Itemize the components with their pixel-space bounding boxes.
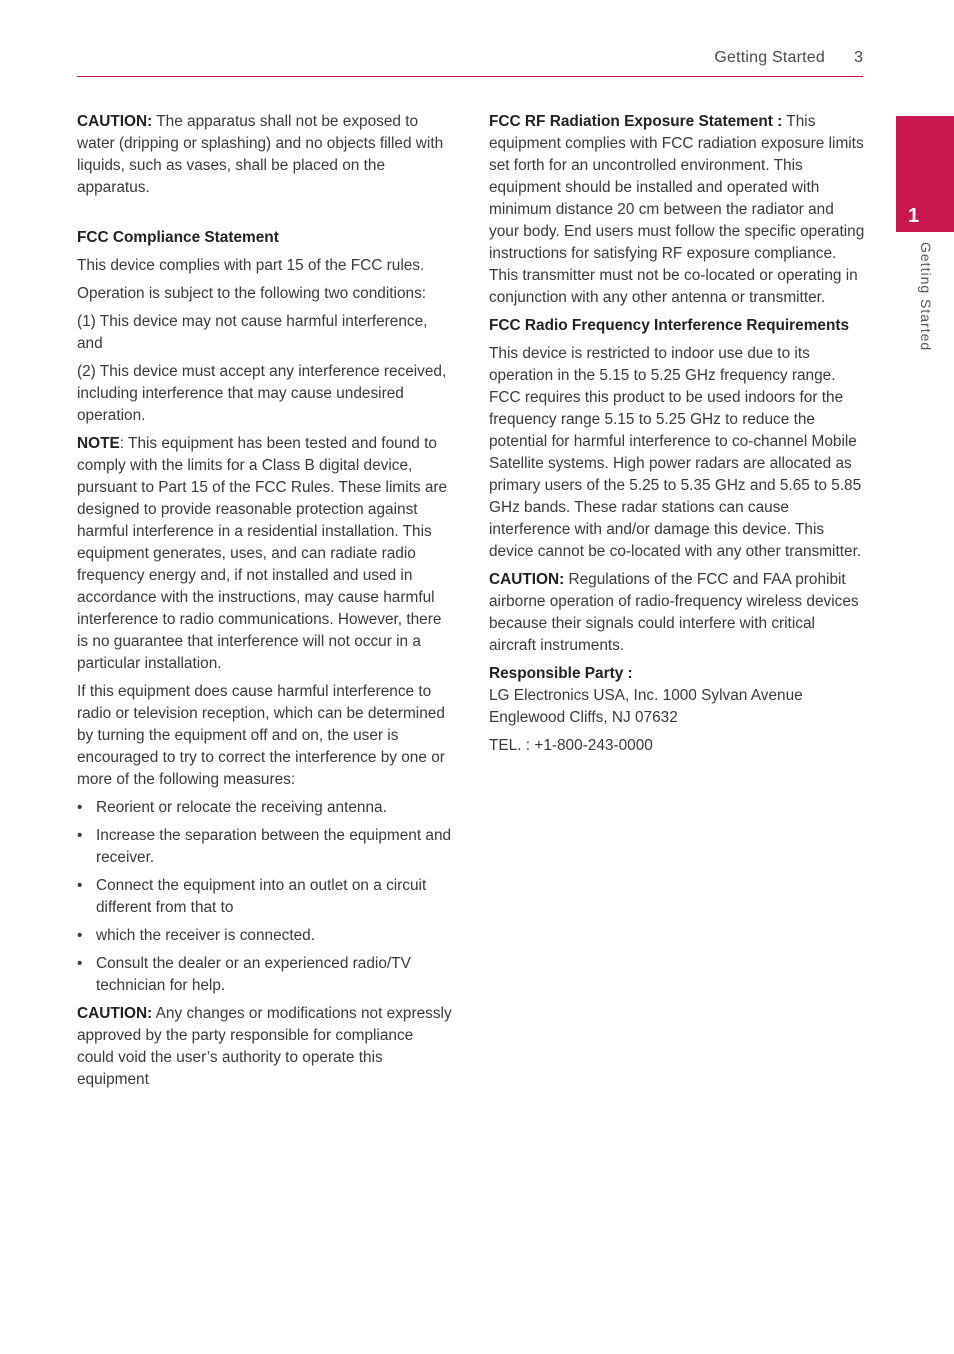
paragraph: This device complies with part 15 of the FCC rules.: [77, 257, 425, 274]
chapter-tab-label: Getting Started: [918, 242, 934, 352]
caution-text: Regulations of the FCC and FAA prohibit airborne operation of radio-frequency wireless devices because their signals could interfere with critical aircraft instruments.: [489, 571, 859, 654]
note-text: : This equipment has been tested and found to comply with the limits for a Class B digital device, pursuant to Part 15 of the FCC Rules. These limits are designed to provide reasonable protection against harmful interference in a residential installation. This equipment generates, uses, and can radiate radio frequency energy and, if not installed and used in accordance with the instructions, may cause harmful interference to radio communications. However, there is no guarantee that interference will not occur in a particular installation.: [77, 435, 448, 672]
caution-paragraph-3: [489, 569, 865, 657]
paragraph: (2) This device must accept any interference received, including interference that may cause undesired operation.: [77, 363, 447, 424]
rf-exposure-text: This equipment complies with FCC radiation exposure limits set forth for an uncontrolled environment. This equipment should be installed and operated with minimum distance 20 cm between the radiator and your body. End users must follow the specific operating instructions for satisfying RF exposure compliance. This transmitter must not be co-located or operating in conjunction with any other antenna or transmitter.: [489, 113, 865, 306]
bullet-icon: •: [77, 877, 83, 894]
list-item-text: which the receiver is connected.: [96, 927, 316, 944]
chapter-tab-number: 1: [908, 205, 920, 227]
caution-paragraph-2: [77, 1003, 453, 1091]
list-item: [77, 797, 453, 819]
list-item: [77, 825, 453, 869]
responsible-party-label: Responsible Party :: [489, 665, 633, 682]
bullet-icon: •: [77, 927, 83, 944]
header-section-title: Getting Started: [714, 49, 825, 66]
note-label: NOTE: [77, 435, 120, 452]
paragraph: (1) This device may not cause harmful interference, and: [77, 313, 428, 352]
party-address-line-2: Englewood Cliffs, NJ 07632: [489, 709, 678, 726]
note-paragraph: [77, 433, 453, 675]
header-page-number: 3: [854, 49, 863, 66]
list-item-text: Connect the equipment into an outlet on a circuit different from that to: [96, 877, 427, 916]
caution-label: CAUTION:: [77, 113, 153, 130]
page-header: [77, 46, 863, 77]
right-column: [489, 111, 865, 763]
party-address-line-1: LG Electronics USA, Inc. 1000 Sylvan Avenue: [489, 687, 803, 704]
spacer: [77, 205, 453, 227]
caution-paragraph-1: [77, 111, 453, 199]
bullet-icon: •: [77, 799, 83, 816]
list-item: [77, 925, 453, 947]
bullet-icon: •: [77, 955, 83, 972]
measures-list: [77, 797, 453, 997]
list-item-text: Reorient or relocate the receiving antenna.: [96, 799, 387, 816]
caution-label: CAUTION:: [77, 1005, 153, 1022]
chapter-tab: [896, 116, 954, 232]
paragraph: Operation is subject to the following two conditions:: [77, 285, 427, 302]
responsible-party: [489, 663, 865, 729]
list-item-text: Consult the dealer or an experienced radio/TV technician for help.: [96, 955, 411, 994]
left-column: [77, 111, 453, 1097]
fcc-compliance-heading: FCC Compliance Statement: [77, 229, 279, 246]
rfi-heading: FCC Radio Frequency Interference Requirements: [489, 317, 850, 334]
caution-text: Any changes or modifications not expressly approved by the party responsible for compliance could void the user’s authority to operate this equipment: [77, 1005, 452, 1088]
caution-text: The apparatus shall not be exposed to water (dripping or splashing) and no objects filled with liquids, such as vases, shall be placed on the apparatus.: [77, 113, 444, 196]
caution-label: CAUTION:: [489, 571, 565, 588]
paragraph: If this equipment does cause harmful interference to radio or television reception, which can be determined by turning the equipment off and on, the user is encouraged to try to correct the interference by one or more of the following measures:: [77, 683, 445, 788]
rf-exposure-paragraph: [489, 111, 865, 309]
telephone: TEL. : +1-800-243-0000: [489, 737, 653, 754]
list-item-text: Increase the separation between the equipment and receiver.: [96, 827, 452, 866]
list-item: [77, 953, 453, 997]
list-item: [77, 875, 453, 919]
rf-exposure-label: FCC RF Radiation Exposure Statement :: [489, 113, 783, 130]
bullet-icon: •: [77, 827, 83, 844]
rfi-paragraph: This device is restricted to indoor use due to its operation in the 5.15 to 5.25 GHz frequency range. FCC requires this product to be used indoors for the frequency range 5.15 to 5.25 GHz to reduce the potential for harmful interference to co-channel Mobile Satellite systems. High power radars are allocated as primary users of the 5.25 to 5.35 GHz and 5.65 to 5.85 GHz bands. These radar stations can cause interference with and/or damage this device. This device cannot be co-located with any other transmitter.: [489, 345, 862, 560]
